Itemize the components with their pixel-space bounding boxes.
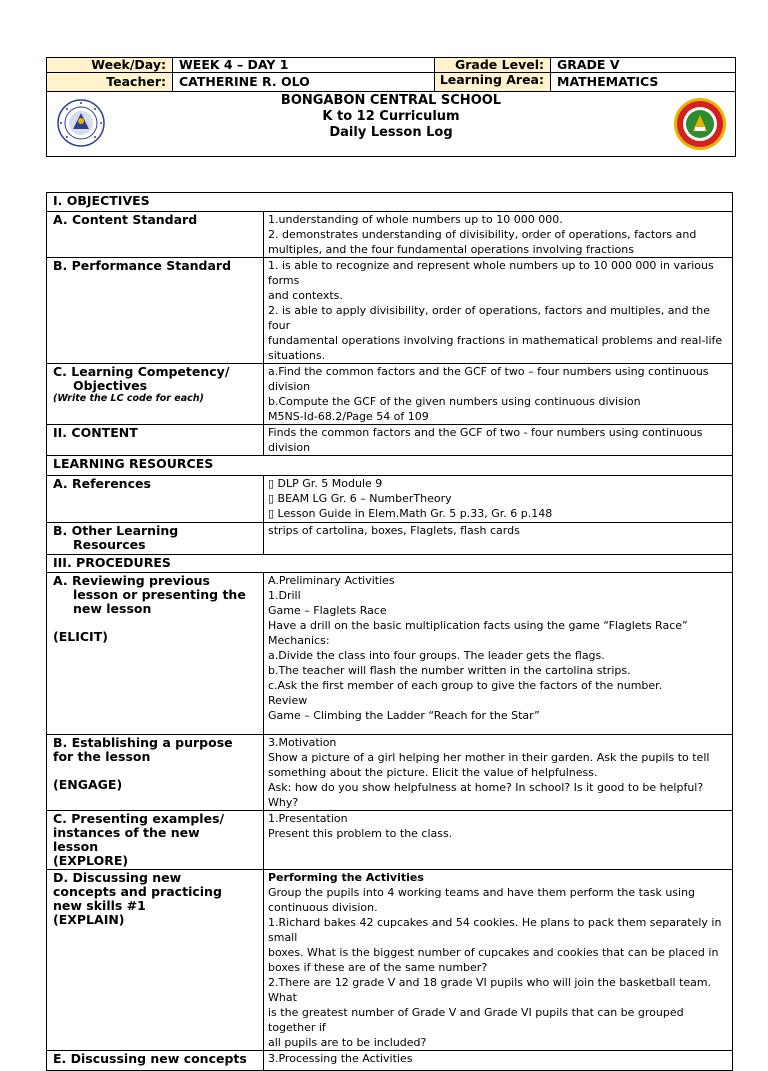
- log-title: Daily Lesson Log: [329, 125, 453, 140]
- text-line: 2.There are 12 grade V and 18 grade VI pupils who will join the basketball team. What: [268, 976, 712, 1004]
- text-line: Group the pupils into 4 working teams and have them perform the task using: [268, 886, 696, 899]
- other-resources-text: strips of cartolina, boxes, Flaglets, flash cards: [264, 523, 733, 555]
- text-line: all pupils are to be included?: [268, 1036, 427, 1049]
- learning-competency-text: [264, 364, 733, 425]
- text-line: c.Ask the first member of each group to give the factors of the number.: [268, 679, 663, 692]
- reference-item: ▯ Lesson Guide in Elem.Math Gr. 5 p.33, Gr. 6 p.148: [268, 507, 553, 520]
- text-line: M5NS-Id-68.2/Page 54 of 109: [268, 410, 429, 423]
- procedure-phase: (ENGAGE): [53, 777, 123, 792]
- text-line: b.Compute the GCF of the given numbers using continuous division: [268, 395, 641, 408]
- text-line: division: [268, 380, 311, 393]
- procedure-label-line: new skills #1: [53, 898, 146, 913]
- other-resources-label: [47, 523, 264, 555]
- procedure-e-text: 3.Processing the Activities: [264, 1051, 733, 1071]
- school-banner: [47, 92, 736, 157]
- text-line: 1.Drill: [268, 589, 301, 602]
- text-line: fundamental operations involving fractions in mathematical problems and real-life: [268, 334, 723, 347]
- learning-area-value: MATHEMATICS: [551, 73, 736, 92]
- content-label: II. CONTENT: [47, 425, 264, 456]
- procedure-d-label: [47, 870, 264, 1051]
- teacher-value: CATHERINE R. OLO: [173, 73, 435, 92]
- text-line: Game – Flaglets Race: [268, 604, 387, 617]
- text-line: 1. is able to recognize and represent whole numbers up to 10 000 000 in various forms: [268, 259, 714, 287]
- learning-resources-heading: LEARNING RESOURCES: [47, 456, 733, 476]
- school-name: BONGABON CENTRAL SCHOOL: [280, 93, 502, 108]
- text-line: Have a drill on the basic multiplication facts using the game “Flaglets Race”: [268, 619, 688, 632]
- other-resources-label-line: B. Other Learning: [53, 523, 179, 538]
- text-line: multiples, and the four fundamental operations involving fractions: [268, 243, 634, 256]
- text-line: a.Divide the class into four groups. The leader gets the flags.: [268, 649, 605, 662]
- procedure-phase: (EXPLORE): [53, 853, 129, 868]
- procedure-label-line: new lesson: [73, 601, 152, 616]
- learning-area-label: Learning Area:: [435, 73, 551, 92]
- other-resources-label-line: Resources: [73, 537, 146, 552]
- text-line: 2. demonstrates understanding of divisibility, order of operations, factors and: [268, 228, 697, 241]
- reference-item: ▯ DLP Gr. 5 Module 9: [268, 477, 383, 490]
- text-line: continuous division.: [268, 901, 378, 914]
- lesson-log-table: [46, 192, 733, 1071]
- procedure-b-text: [264, 735, 733, 811]
- procedure-label-line: concepts and practicing: [53, 884, 222, 899]
- text-line: Game – Climbing the Ladder “Reach for the Star”: [268, 709, 540, 722]
- week-day-label: Week/Day:: [47, 58, 173, 73]
- procedure-label-line: C. Presenting examples/: [53, 811, 225, 826]
- procedure-a-label: [47, 573, 264, 735]
- text-line: something about the picture. Elicit the value of helpfulness.: [268, 766, 598, 779]
- text-line: 3.Motivation: [268, 736, 337, 749]
- school-seal-icon: [673, 97, 727, 151]
- content-standard-text: [264, 212, 733, 258]
- text-line: 1.Richard bakes 42 cupcakes and 54 cookies. He plans to pack them separately in small: [268, 916, 722, 944]
- reference-item: ▯ BEAM LG Gr. 6 – NumberTheory: [268, 492, 452, 505]
- text-line: 2. is able to apply divisibility, order of operations, factors and multiples, and the four: [268, 304, 710, 332]
- references-list: [264, 476, 733, 523]
- procedure-a-text: [264, 573, 733, 735]
- text-line: boxes. What is the biggest number of cupcakes and cookies that can be placed in: [268, 946, 719, 959]
- procedure-d-text: [264, 870, 733, 1051]
- text-line: a.Find the common factors and the GCF of two – four numbers using continuous: [268, 365, 709, 378]
- procedure-label-line: D. Discussing new: [53, 870, 182, 885]
- procedure-label-line: A. Reviewing previous: [53, 573, 211, 588]
- content-text: Finds the common factors and the GCF of two - four numbers using continuous division: [264, 425, 733, 456]
- procedures-heading: III. PROCEDURES: [47, 555, 733, 573]
- text-line: is the greatest number of Grade V and Grade VI pupils that can be grouped together if: [268, 1006, 684, 1034]
- text-line: and contexts.: [268, 289, 343, 302]
- learning-competency-label: [47, 364, 264, 425]
- grade-level-label: Grade Level:: [435, 58, 551, 73]
- text-line: Show a picture of a girl helping her mother in their garden. Ask the pupils to tell: [268, 751, 710, 764]
- procedure-label-line: lesson: [53, 839, 99, 854]
- header-table: [46, 57, 736, 157]
- text-line: Present this problem to the class.: [268, 827, 453, 840]
- competency-label-line: C. Learning Competency/: [53, 364, 230, 379]
- text-line: Review: [268, 694, 308, 707]
- text-line: b.The teacher will flash the number written in the cartolina strips.: [268, 664, 631, 677]
- procedure-phase: (EXPLAIN): [53, 912, 125, 927]
- procedure-label-line: for the lesson: [53, 749, 151, 764]
- competency-label-line: Objectives: [73, 378, 148, 393]
- references-label: A. References: [47, 476, 264, 523]
- procedure-c-label: [47, 811, 264, 870]
- teacher-label: Teacher:: [47, 73, 173, 92]
- performance-standard-text: [264, 258, 733, 364]
- procedure-label-line: lesson or presenting the: [73, 587, 246, 602]
- curriculum-title: K to 12 Curriculum: [322, 109, 460, 124]
- procedure-label-line: instances of the new: [53, 825, 200, 840]
- text-line: boxes if these are of the same number?: [268, 961, 488, 974]
- activity-title: Performing the Activities: [268, 871, 424, 884]
- procedure-b-label: [47, 735, 264, 811]
- text-line: 1.understanding of whole numbers up to 10 000 000.: [268, 213, 563, 226]
- text-line: A.Preliminary Activities: [268, 574, 395, 587]
- text-line: situations.: [268, 349, 326, 362]
- objectives-heading: I. OBJECTIVES: [47, 193, 733, 212]
- procedure-phase: (ELICIT): [53, 629, 108, 644]
- text-line: Ask: how do you show helpfulness at home? In school? Is it good to be helpful? Why?: [268, 781, 704, 809]
- competency-subnote: (Write the LC code for each): [53, 393, 204, 404]
- content-standard-label: A. Content Standard: [47, 212, 264, 258]
- procedure-e-label: E. Discussing new concepts: [47, 1051, 264, 1071]
- text-line: Mechanics:: [268, 634, 330, 647]
- text-line: 1.Presentation: [268, 812, 348, 825]
- procedure-c-text: [264, 811, 733, 870]
- performance-standard-label: B. Performance Standard: [47, 258, 264, 364]
- week-day-value: WEEK 4 – DAY 1: [173, 58, 435, 73]
- procedure-label-line: B. Establishing a purpose: [53, 735, 233, 750]
- grade-level-value: GRADE V: [551, 58, 736, 73]
